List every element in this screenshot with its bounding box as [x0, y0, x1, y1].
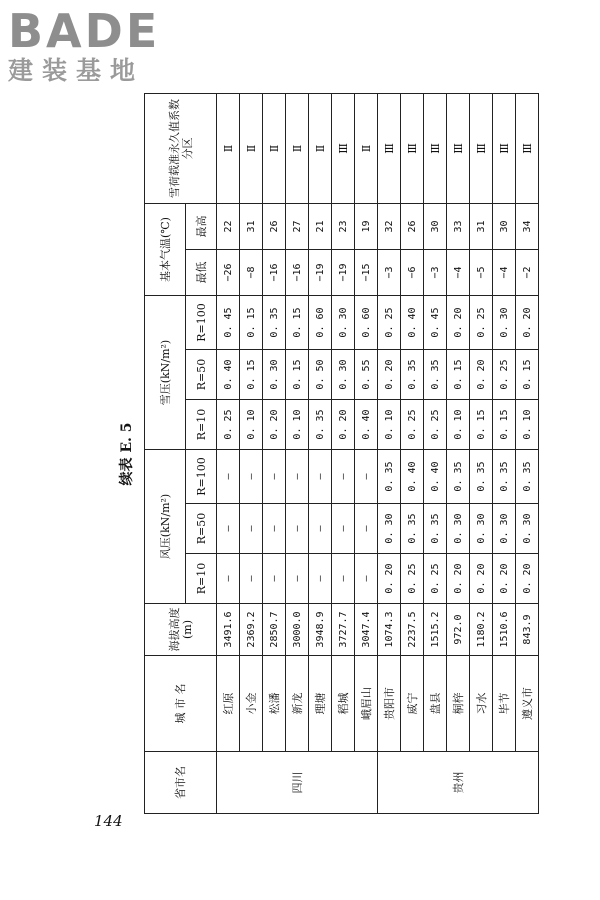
- province-cell-guizhou: 贵州: [378, 752, 539, 814]
- table-row: [286, 93, 309, 813]
- header-snow: 雪压(kN/m²): [145, 296, 186, 450]
- altitude-cell: 1074.3: [378, 604, 401, 656]
- snow-r10-cell: 0. 10: [286, 400, 309, 450]
- snow-r10-cell: 0. 10: [447, 400, 470, 450]
- snow-r100-cell: 0. 15: [286, 296, 309, 350]
- snow-r50-cell: 0. 20: [378, 350, 401, 400]
- temp-high-cell: 34: [516, 203, 539, 249]
- city-cell: 松潘: [263, 656, 286, 752]
- temp-high-cell: 22: [217, 203, 240, 249]
- snow-zone-cell: Ⅲ: [401, 93, 424, 203]
- wind-r10-cell: —: [263, 554, 286, 604]
- wind-r10-cell: —: [355, 554, 378, 604]
- snow-r50-cell: 0. 25: [493, 350, 516, 400]
- rotated-table-block: [112, 94, 544, 814]
- province-cell-sichuan: 四川: [217, 752, 378, 814]
- wind-r100-cell: —: [309, 450, 332, 504]
- wind-r100-cell: —: [355, 450, 378, 504]
- temp-high-cell: 23: [332, 203, 355, 249]
- page-number: 144: [94, 812, 123, 830]
- snow-zone-cell: Ⅲ: [424, 93, 447, 203]
- wind-r50-cell: —: [217, 504, 240, 554]
- wind-r50-cell: 0. 30: [378, 504, 401, 554]
- temp-low-cell: −16: [286, 250, 309, 296]
- snow-r100-cell: 0. 35: [263, 296, 286, 350]
- snow-zone-cell: Ⅲ: [493, 93, 516, 203]
- table-row: [332, 93, 355, 813]
- snow-r100-cell: 0. 25: [378, 296, 401, 350]
- wind-r100-cell: 0. 35: [516, 450, 539, 504]
- snow-r50-cell: 0. 15: [286, 350, 309, 400]
- wind-r100-cell: 0. 35: [493, 450, 516, 504]
- temp-high-cell: 31: [240, 203, 263, 249]
- temp-high-cell: 30: [493, 203, 516, 249]
- temp-low-cell: −4: [447, 250, 470, 296]
- table-row: [470, 93, 493, 813]
- snow-r10-cell: 0. 10: [516, 400, 539, 450]
- altitude-cell: 1180.2: [470, 604, 493, 656]
- wind-r100-cell: —: [217, 450, 240, 504]
- altitude-cell: 2237.5: [401, 604, 424, 656]
- snow-r100-cell: 0. 45: [424, 296, 447, 350]
- wind-r50-cell: 0. 35: [401, 504, 424, 554]
- snow-zone-cell: Ⅲ: [378, 93, 401, 203]
- snow-r10-cell: 0. 35: [309, 400, 332, 450]
- wind-r10-cell: 0. 25: [424, 554, 447, 604]
- table-row: [217, 93, 240, 813]
- header-snow-r50: R=50: [186, 350, 217, 400]
- snow-r100-cell: 0. 25: [470, 296, 493, 350]
- city-cell: 峨眉山: [355, 656, 378, 752]
- city-cell: 新龙: [286, 656, 309, 752]
- wind-r10-cell: 0. 25: [401, 554, 424, 604]
- snow-r100-cell: 0. 40: [401, 296, 424, 350]
- table-row: [401, 93, 424, 813]
- temp-low-cell: −3: [378, 250, 401, 296]
- snow-zone-cell: Ⅲ: [447, 93, 470, 203]
- altitude-cell: 2850.7: [263, 604, 286, 656]
- snow-r100-cell: 0. 30: [493, 296, 516, 350]
- snow-r50-cell: 0. 55: [355, 350, 378, 400]
- table-row: [263, 93, 286, 813]
- snow-zone-cell: Ⅱ: [263, 93, 286, 203]
- wind-r50-cell: —: [263, 504, 286, 554]
- temp-low-cell: −15: [355, 250, 378, 296]
- city-cell: 小金: [240, 656, 263, 752]
- header-altitude: 海拔高度(m): [145, 604, 217, 656]
- altitude-cell: 3000.0: [286, 604, 309, 656]
- header-snow-r100: R=100: [186, 296, 217, 350]
- table-row: [424, 93, 447, 813]
- table-row: [309, 93, 332, 813]
- snow-r50-cell: 0. 50: [309, 350, 332, 400]
- snow-r50-cell: 0. 15: [447, 350, 470, 400]
- snow-r100-cell: 0. 20: [447, 296, 470, 350]
- snow-r10-cell: 0. 10: [240, 400, 263, 450]
- altitude-cell: 1515.2: [424, 604, 447, 656]
- header-row-1: [145, 93, 186, 813]
- snow-r100-cell: 0. 45: [217, 296, 240, 350]
- wind-r10-cell: 0. 20: [470, 554, 493, 604]
- snow-r10-cell: 0. 40: [355, 400, 378, 450]
- table-caption: 续表 E. 5: [119, 422, 135, 486]
- wind-r100-cell: —: [240, 450, 263, 504]
- snow-r100-cell: 0. 60: [309, 296, 332, 350]
- wind-r10-cell: 0. 20: [447, 554, 470, 604]
- snow-r100-cell: 0. 60: [355, 296, 378, 350]
- temp-high-cell: 19: [355, 203, 378, 249]
- temp-low-cell: −8: [240, 250, 263, 296]
- snow-zone-cell: Ⅱ: [217, 93, 240, 203]
- snow-r10-cell: 0. 25: [217, 400, 240, 450]
- altitude-cell: 843.9: [516, 604, 539, 656]
- wind-r10-cell: —: [309, 554, 332, 604]
- temp-high-cell: 21: [309, 203, 332, 249]
- city-cell: 红原: [217, 656, 240, 752]
- snow-zone-cell: Ⅲ: [470, 93, 493, 203]
- wind-r10-cell: 0. 20: [378, 554, 401, 604]
- city-cell: 习水: [470, 656, 493, 752]
- snow-r100-cell: 0. 20: [516, 296, 539, 350]
- wind-r10-cell: 0. 20: [516, 554, 539, 604]
- temp-high-cell: 26: [401, 203, 424, 249]
- header-wind: 风压(kN/m²): [145, 450, 186, 604]
- wind-r50-cell: 0. 35: [424, 504, 447, 554]
- temp-high-cell: 27: [286, 203, 309, 249]
- table-row: [447, 93, 470, 813]
- temp-high-cell: 26: [263, 203, 286, 249]
- city-cell: 威宁: [401, 656, 424, 752]
- snow-r10-cell: 0. 20: [263, 400, 286, 450]
- temp-high-cell: 33: [447, 203, 470, 249]
- city-cell: 稻城: [332, 656, 355, 752]
- wind-r100-cell: —: [286, 450, 309, 504]
- city-cell: 理塘: [309, 656, 332, 752]
- wind-r10-cell: —: [240, 554, 263, 604]
- wind-r50-cell: 0. 30: [447, 504, 470, 554]
- site-logo: [8, 6, 180, 88]
- altitude-cell: 1510.6: [493, 604, 516, 656]
- wind-r100-cell: 0. 35: [378, 450, 401, 504]
- header-temp-high: 最高: [186, 203, 217, 249]
- snow-r10-cell: 0. 10: [378, 400, 401, 450]
- wind-r100-cell: —: [263, 450, 286, 504]
- snow-zone-cell: Ⅱ: [286, 93, 309, 203]
- altitude-cell: 972.0: [447, 604, 470, 656]
- wind-r50-cell: —: [332, 504, 355, 554]
- temp-low-cell: −5: [470, 250, 493, 296]
- temp-low-cell: −3: [424, 250, 447, 296]
- temp-low-cell: −2: [516, 250, 539, 296]
- wind-r10-cell: 0. 20: [493, 554, 516, 604]
- snow-r10-cell: 0. 20: [332, 400, 355, 450]
- snow-r50-cell: 0. 30: [332, 350, 355, 400]
- table-row: [240, 93, 263, 813]
- wind-r100-cell: 0. 35: [447, 450, 470, 504]
- altitude-cell: 3491.6: [217, 604, 240, 656]
- snow-r100-cell: 0. 30: [332, 296, 355, 350]
- header-snow-r10: R=10: [186, 400, 217, 450]
- snow-r10-cell: 0. 15: [470, 400, 493, 450]
- snow-zone-cell: Ⅲ: [332, 93, 355, 203]
- snow-r50-cell: 0. 20: [470, 350, 493, 400]
- city-cell: 毕节: [493, 656, 516, 752]
- temp-high-cell: 31: [470, 203, 493, 249]
- snow-zone-cell: Ⅱ: [240, 93, 263, 203]
- snow-r50-cell: 0. 35: [424, 350, 447, 400]
- wind-r50-cell: 0. 30: [493, 504, 516, 554]
- snow-r50-cell: 0. 15: [516, 350, 539, 400]
- snow-zone-cell: Ⅱ: [309, 93, 332, 203]
- snow-r50-cell: 0. 40: [217, 350, 240, 400]
- wind-r10-cell: —: [286, 554, 309, 604]
- altitude-cell: 3727.7: [332, 604, 355, 656]
- temp-low-cell: −19: [309, 250, 332, 296]
- snow-r10-cell: 0. 25: [424, 400, 447, 450]
- altitude-cell: 3047.4: [355, 604, 378, 656]
- city-cell: 桐梓: [447, 656, 470, 752]
- wind-r50-cell: —: [355, 504, 378, 554]
- header-wind-r50: R=50: [186, 504, 217, 554]
- wind-r50-cell: —: [309, 504, 332, 554]
- city-cell: 遵义市: [516, 656, 539, 752]
- temp-low-cell: −19: [332, 250, 355, 296]
- header-wind-r10: R=10: [186, 554, 217, 604]
- table-row: [355, 93, 378, 813]
- header-city: 城 市 名: [145, 656, 217, 752]
- snow-r50-cell: 0. 35: [401, 350, 424, 400]
- wind-r100-cell: —: [332, 450, 355, 504]
- snow-r50-cell: 0. 30: [263, 350, 286, 400]
- temp-low-cell: −16: [263, 250, 286, 296]
- wind-r100-cell: 0. 40: [424, 450, 447, 504]
- snow-r10-cell: 0. 15: [493, 400, 516, 450]
- header-snow-zone: 雪荷载准永久值系数分区: [145, 93, 217, 203]
- wind-r100-cell: 0. 35: [470, 450, 493, 504]
- snow-r50-cell: 0. 15: [240, 350, 263, 400]
- altitude-cell: 2369.2: [240, 604, 263, 656]
- header-temp: 基本气温(℃): [145, 203, 186, 295]
- wind-r50-cell: —: [240, 504, 263, 554]
- city-cell: 盘县: [424, 656, 447, 752]
- temp-high-cell: 32: [378, 203, 401, 249]
- logo-title: BADE: [8, 4, 161, 58]
- wind-r10-cell: —: [332, 554, 355, 604]
- table-row: [378, 93, 401, 813]
- wind-r50-cell: 0. 30: [470, 504, 493, 554]
- temp-low-cell: −4: [493, 250, 516, 296]
- snow-r10-cell: 0. 25: [401, 400, 424, 450]
- snow-r100-cell: 0. 15: [240, 296, 263, 350]
- header-wind-r100: R=100: [186, 450, 217, 504]
- wind-r100-cell: 0. 40: [401, 450, 424, 504]
- altitude-cell: 3948.9: [309, 604, 332, 656]
- wind-r50-cell: —: [286, 504, 309, 554]
- table-row: [493, 93, 516, 813]
- snow-zone-cell: Ⅱ: [355, 93, 378, 203]
- header-province: 省市名: [145, 752, 217, 814]
- temp-low-cell: −26: [217, 250, 240, 296]
- header-temp-low: 最低: [186, 250, 217, 296]
- snow-zone-cell: Ⅲ: [516, 93, 539, 203]
- wind-r50-cell: 0. 30: [516, 504, 539, 554]
- temp-low-cell: −6: [401, 250, 424, 296]
- temp-high-cell: 30: [424, 203, 447, 249]
- logo-subtitle: 建装基地: [8, 56, 145, 85]
- table-row: [516, 93, 539, 813]
- climate-load-table: [144, 93, 539, 814]
- wind-r10-cell: —: [217, 554, 240, 604]
- city-cell: 贵阳市: [378, 656, 401, 752]
